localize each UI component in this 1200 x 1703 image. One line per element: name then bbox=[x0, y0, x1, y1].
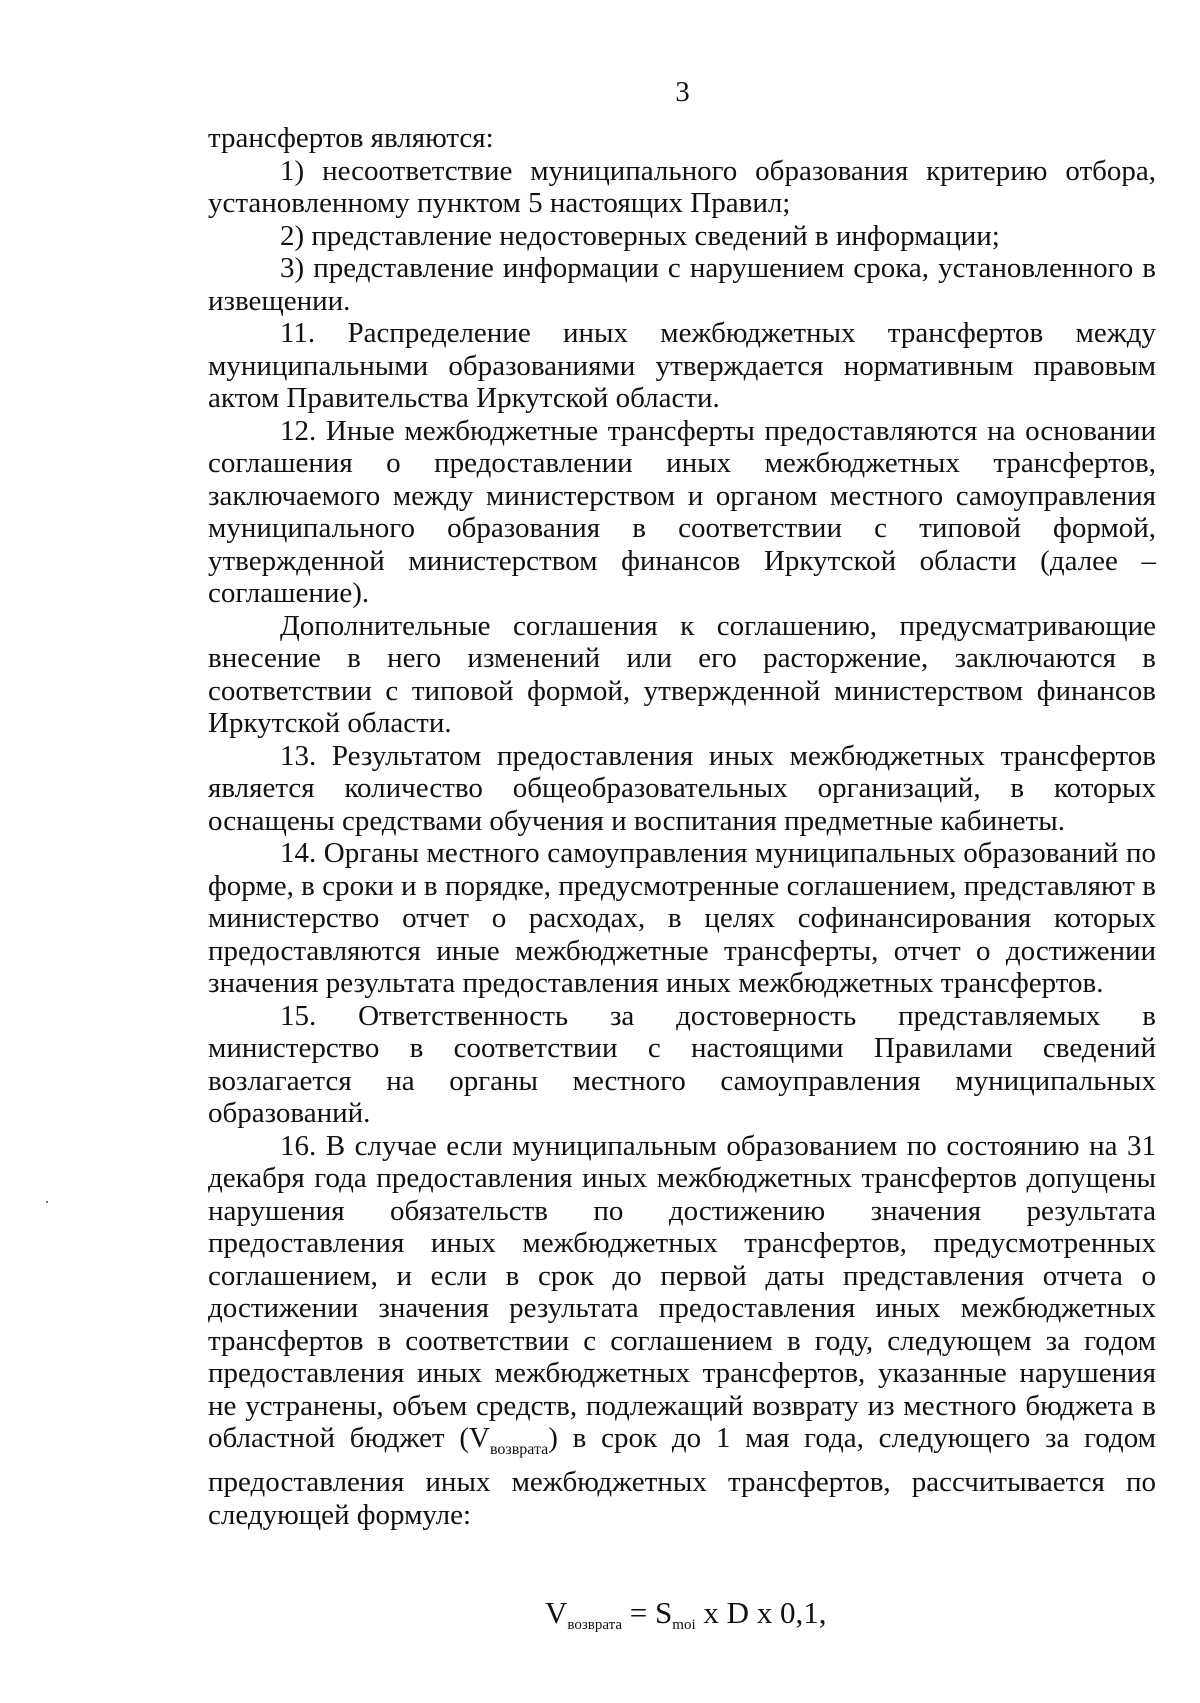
refund-formula bbox=[545, 1595, 827, 1634]
formula-equals: = bbox=[622, 1595, 656, 1630]
paragraph-16 bbox=[208, 1130, 1156, 1532]
scan-speck bbox=[46, 1201, 48, 1203]
paragraph-continuation: трансфертов являются: bbox=[208, 122, 494, 154]
formula-s-subscript: moi bbox=[672, 1617, 696, 1633]
paragraph-16-subscript: возврата bbox=[489, 1440, 549, 1458]
paragraph-16-text-after: ) в срок до 1 мая года, следующего за годом предоставления иных межбюджетных трансфертов, рассчитывается по следующей формуле: bbox=[208, 1422, 1156, 1531]
paragraph-item-1: 1) несоответствие муниципального образования критерию отбора, установленному пунктом 5 настоящих Правил; bbox=[208, 154, 1156, 219]
paragraph-13: 13. Результатом предоставления иных межбюджетных трансфертов является количество общеобразовательных организаций, в которых оснащены средствами обучения и воспитания предметные кабинеты. bbox=[208, 739, 1156, 837]
page-number: 3 bbox=[675, 76, 690, 108]
formula-v: V bbox=[545, 1595, 568, 1630]
paragraph-14: 14. Органы местного самоуправления муниципальных образований по форме, в сроки и в порядке, предусмотренные соглашением, представляют в министерство отчет о расходах, в целях софинансирования которых предоставляются иные межбюджетные трансферты, отчет о достижении значения результата предоставления иных межбюджетных трансфертов. bbox=[208, 837, 1156, 999]
formula-s: S bbox=[655, 1595, 673, 1630]
paragraph-12: 12. Иные межбюджетные трансферты предоставляются на основании соглашения о предоставлении иных межбюджетных трансфертов, заключаемого между министерством и органом местного самоуправления муниципального образования в соответствии с типовой формой, утвержденной министерством финансов Иркутской области (далее – соглашение). bbox=[208, 414, 1156, 609]
paragraph-11: 11. Распределение иных межбюджетных трансфертов между муниципальными образованиями утверждается нормативным правовым актом Правительства Иркутской области. bbox=[208, 317, 1156, 414]
paragraph-item-3: 3) представление информации с нарушением срока, установленного в извещении. bbox=[208, 252, 1156, 317]
paragraph-16-text-before: 16. В случае если муниципальным образованием по состоянию на 31 декабря года предоставления иных межбюджетных трансфертов допущены нарушения обязательств по достижению значения результата предоставления иных межбюджетных трансфертов, предусмотренных соглашением, и если в срок до первой даты представления отчета о достижении значения результата предоставления иных межбюджетных трансфертов в соответствии с соглашением в году, следующем за годом предоставления иных межбюджетных трансфертов, указанные нарушения не устранены, объем средств, подлежащий возврату из местного бюджета в областной бюджет (V bbox=[208, 1129, 1156, 1454]
paragraph-additional-agreements: Дополнительные соглашения к соглашению, предусматривающие внесение в него изменений или его расторжение, заключаются в соответствии с типовой формой, утвержденной министерством финансов Иркутской области. bbox=[208, 609, 1156, 739]
paragraph-15: 15. Ответственность за достоверность представляемых в министерство в соответствии с настоящими Правилами сведений возлагается на органы местного самоуправления муниципальных образований. bbox=[208, 999, 1156, 1129]
body-text bbox=[208, 122, 1156, 1531]
paragraph-item-2: 2) представление недостоверных сведений в информации; bbox=[280, 219, 1000, 252]
formula-rest: x D x 0,1, bbox=[695, 1595, 827, 1630]
formula-v-subscript: возврата bbox=[567, 1617, 623, 1633]
